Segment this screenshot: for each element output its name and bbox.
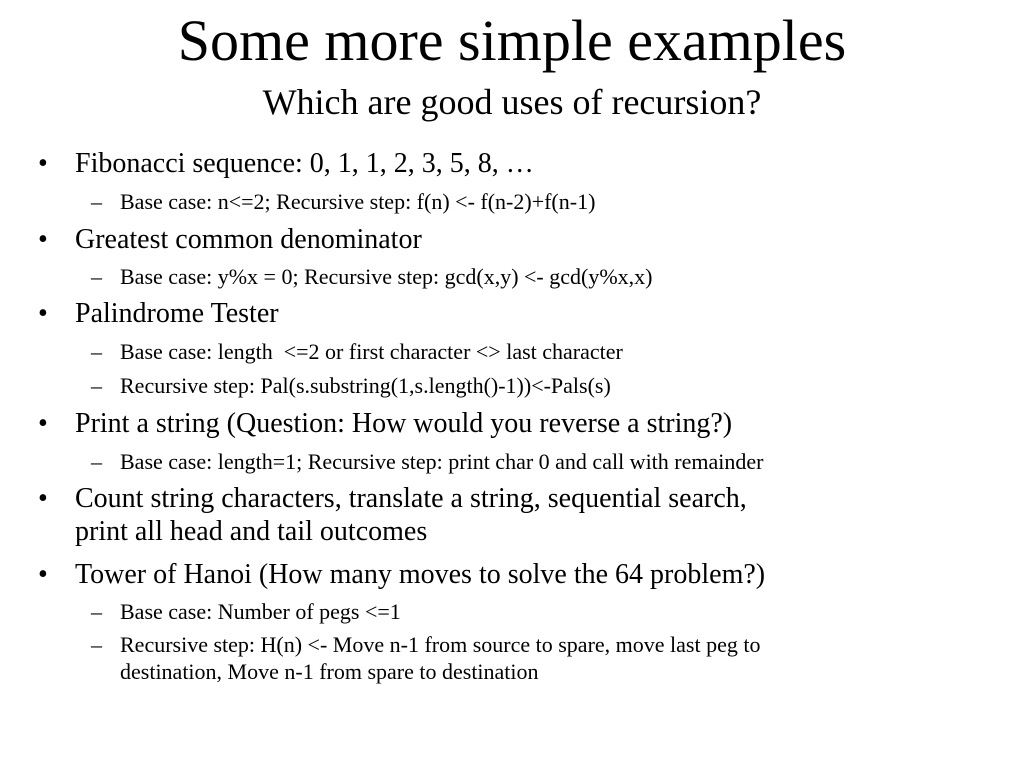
bullet-text: Palindrome Tester (75, 298, 279, 329)
bullet-icon: • (38, 298, 48, 329)
sub-item-text: Base case: y%x = 0; Recursive step: gcd(x,y) <- gcd(y%x,x) (120, 264, 653, 289)
dash-icon: – (91, 189, 102, 214)
dash-icon: – (91, 449, 102, 474)
dash-icon: – (91, 599, 102, 624)
bullet-icon: • (38, 408, 48, 439)
bullet-icon: • (38, 559, 48, 590)
sub-item-text: Recursive step: Pal(s.substring(1,s.length()-1))<-Pals(s) (120, 373, 611, 398)
dash-icon: – (91, 373, 102, 398)
sub-item-text-line-1: Recursive step: H(n) <- Move n-1 from source to spare, move last peg to (120, 632, 761, 657)
bullet-text-line-2: print all head and tail outcomes (75, 516, 428, 547)
bullet-icon: • (38, 483, 48, 514)
sub-item-text: Base case: n<=2; Recursive step: f(n) <- f(n-2)+f(n-1) (120, 189, 596, 214)
bullet-text-line-1: Count string characters, translate a string, sequential search, (75, 483, 747, 514)
sub-item-text: Base case: Number of pegs <=1 (120, 599, 401, 624)
bullet-text: Print a string (Question: How would you reverse a string?) (75, 408, 733, 439)
dash-icon: – (91, 264, 102, 289)
bullet-text: Greatest common denominator (75, 224, 422, 255)
bullet-icon: • (38, 148, 48, 179)
sub-item-text: Base case: length=1; Recursive step: print char 0 and call with remainder (120, 449, 764, 474)
sub-item-text-line-2: destination, Move n-1 from spare to destination (120, 659, 539, 684)
bullet-icon: • (38, 224, 48, 255)
dash-icon: – (91, 632, 102, 657)
bullet-text: Tower of Hanoi (How many moves to solve the 64 problem?) (75, 559, 766, 590)
sub-item-text: Base case: length <=2 or first character <> last character (120, 339, 623, 364)
dash-icon: – (91, 339, 102, 364)
bullet-text: Fibonacci sequence: 0, 1, 1, 2, 3, 5, 8, … (75, 148, 534, 179)
slide-subtitle: Which are good uses of recursion? (262, 82, 762, 122)
slide-title: Some more simple examples (177, 8, 847, 73)
